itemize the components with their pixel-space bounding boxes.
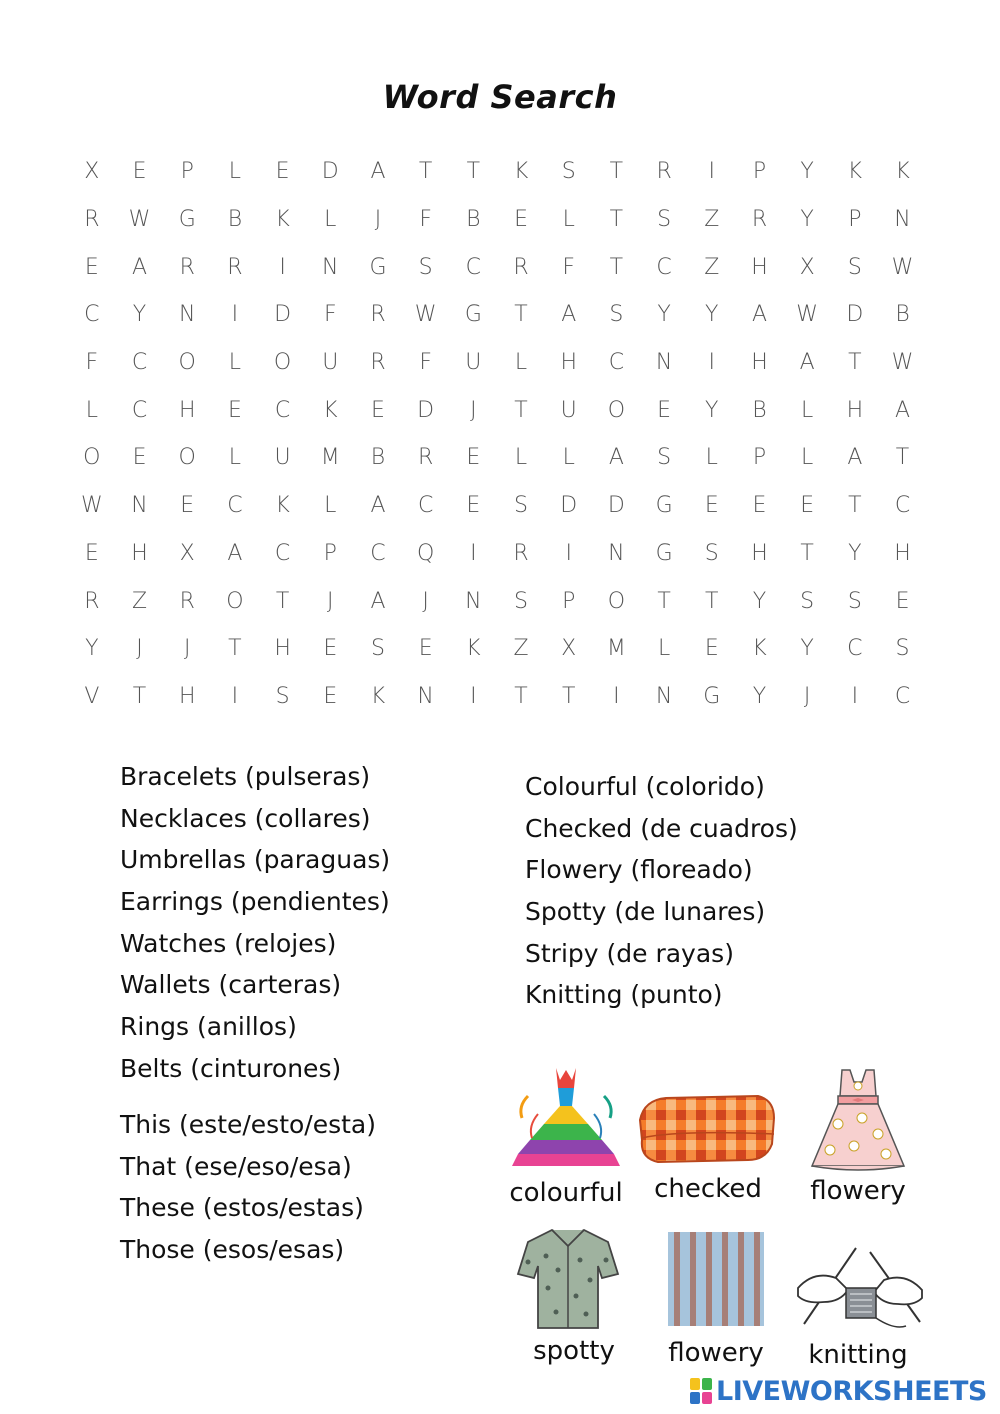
grid-cell[interactable]: C [84, 302, 100, 328]
grid-cell[interactable]: S [847, 588, 862, 614]
grid-cell[interactable]: S [609, 302, 624, 328]
grid-cell[interactable]: T [275, 588, 290, 614]
word-list-item: Belts (cinturones) [120, 1053, 342, 1083]
flowery-dress-icon [808, 1066, 908, 1174]
grid-cell[interactable]: C [465, 254, 482, 280]
grid-cell[interactable]: K [895, 159, 910, 185]
grid-cell[interactable]: R [84, 588, 100, 614]
knitting-hands-icon [794, 1244, 926, 1336]
grid-cell[interactable]: L [228, 159, 242, 185]
grid-cell[interactable]: Y [752, 588, 767, 614]
picture-label-flowery-2: flowery [668, 1338, 764, 1368]
grid-cell[interactable]: X [561, 636, 577, 662]
grid-cell[interactable]: E [418, 636, 433, 662]
grid-cell[interactable]: Y [85, 636, 99, 662]
grid-cell[interactable]: O [607, 397, 626, 423]
grid-cell[interactable]: E [323, 683, 338, 709]
grid-cell[interactable]: S [800, 588, 815, 614]
grid-cell[interactable]: O [226, 588, 244, 614]
grid-cell[interactable]: S [847, 254, 862, 280]
grid-cell[interactable]: O [83, 445, 101, 471]
grid-cell[interactable]: R [656, 159, 672, 185]
grid-cell[interactable]: G [655, 540, 673, 566]
grid-cell[interactable]: F [419, 207, 432, 233]
grid-cell[interactable]: S [370, 636, 385, 662]
grid-cell[interactable]: E [800, 493, 815, 519]
grid-cell[interactable]: Y [848, 540, 862, 566]
grid-cell[interactable]: R [179, 588, 195, 614]
grid-cell[interactable]: S [704, 540, 719, 566]
grid-cell[interactable]: U [274, 445, 291, 471]
grid-cell[interactable]: K [275, 493, 290, 519]
grid-cell[interactable]: L [228, 445, 242, 471]
grid-cell[interactable]: S [895, 636, 910, 662]
page-title: Word Search [382, 78, 618, 116]
pronoun-list-item: That (ese/eso/esa) [120, 1151, 352, 1181]
grid-cell[interactable]: J [327, 588, 334, 614]
grid-cell[interactable]: L [324, 493, 337, 519]
grid-cell[interactable]: E [466, 493, 481, 519]
grid-cell[interactable]: Y [705, 397, 719, 423]
grid-cell[interactable]: B [370, 445, 386, 471]
picture-label-flowery: flowery [810, 1176, 906, 1206]
grid-cell[interactable]: R [370, 302, 386, 328]
grid-cell[interactable]: J [183, 636, 191, 662]
grid-cell[interactable]: R [84, 207, 100, 233]
grid-cell[interactable]: E [895, 588, 910, 614]
grid-cell[interactable]: N [131, 493, 148, 519]
grid-cell[interactable]: Y [132, 302, 147, 328]
grid-cell[interactable]: P [752, 445, 767, 471]
grid-cell[interactable]: T [514, 397, 528, 423]
grid-cell[interactable]: E [323, 636, 338, 662]
grid-cell[interactable]: A [370, 159, 386, 185]
picture-label-checked: checked [654, 1174, 762, 1204]
grid-cell[interactable]: Y [657, 302, 671, 328]
grid-cell[interactable]: N [655, 350, 673, 376]
grid-cell[interactable]: I [231, 302, 239, 328]
grid-cell[interactable]: L [85, 397, 98, 423]
grid-cell[interactable]: K [466, 636, 481, 662]
grid-cell[interactable]: S [514, 588, 529, 614]
grid-cell[interactable]: E [371, 397, 385, 423]
grid-cell[interactable]: W [80, 493, 103, 519]
grid-cell[interactable]: G [703, 683, 721, 709]
grid-cell[interactable]: F [85, 350, 99, 376]
striped-fabric-icon [668, 1232, 764, 1326]
grid-cell[interactable]: C [131, 397, 148, 423]
grid-cell[interactable]: T [132, 683, 147, 709]
grid-cell[interactable]: L [705, 445, 718, 471]
grid-cell[interactable]: R [513, 540, 529, 566]
grid-cell[interactable]: Y [705, 302, 719, 328]
grid-cell[interactable]: D [417, 397, 435, 423]
grid-cell[interactable]: C [417, 493, 434, 519]
grid-cell[interactable]: P [180, 159, 194, 185]
grid-cell[interactable]: L [514, 350, 528, 376]
grid-cell[interactable]: G [369, 254, 387, 280]
grid-cell[interactable]: O [178, 350, 196, 376]
grid-cell[interactable]: C [656, 254, 672, 280]
grid-cell[interactable]: M [606, 636, 626, 662]
grid-cell[interactable]: R [227, 254, 243, 280]
grid-cell[interactable]: W [414, 302, 437, 328]
grid-cell[interactable]: I [708, 159, 716, 185]
grid-cell[interactable]: I [565, 540, 572, 566]
grid-cell[interactable]: I [231, 683, 239, 709]
grid-cell[interactable]: G [655, 493, 673, 519]
grid-cell[interactable]: H [178, 397, 196, 423]
grid-cell[interactable]: W [891, 350, 914, 376]
grid-cell[interactable]: O [178, 445, 196, 471]
grid-cell[interactable]: E [752, 493, 767, 519]
word-list-accessories [120, 756, 390, 1090]
word-list-item: Necklaces (collares) [120, 803, 371, 833]
pattern-list-item: Checked (de cuadros) [525, 813, 798, 843]
logo-badge-icon [690, 1378, 712, 1404]
colourful-dress-icon [508, 1066, 624, 1172]
grid-cell[interactable]: G [464, 302, 482, 328]
grid-cell[interactable]: P [752, 159, 767, 185]
checked-blanket-icon [636, 1090, 778, 1166]
grid-cell[interactable]: T [848, 493, 862, 519]
grid-cell[interactable]: G [178, 207, 196, 233]
grid-cell[interactable]: K [752, 636, 767, 662]
grid-cell[interactable]: S [275, 683, 290, 709]
grid-cell[interactable]: W [891, 254, 914, 280]
grid-cell[interactable]: D [274, 302, 292, 328]
grid-cell[interactable]: A [227, 540, 243, 566]
grid-cell[interactable]: Y [800, 207, 814, 233]
grid-cell[interactable]: V [84, 683, 100, 709]
picture-label-colourful: colourful [509, 1178, 623, 1208]
grid-cell[interactable]: C [847, 636, 863, 662]
grid-cell[interactable]: U [465, 350, 482, 376]
grid-cell[interactable]: K [370, 683, 386, 709]
word-list-item: Umbrellas (paraguas) [120, 845, 391, 875]
grid-cell[interactable]: J [422, 588, 429, 614]
grid-cell[interactable]: L [562, 445, 575, 471]
grid-cell[interactable]: J [470, 397, 477, 423]
grid-cell[interactable]: R [751, 207, 768, 233]
grid-cell[interactable]: I [470, 540, 477, 566]
grid-cell[interactable]: F [323, 302, 337, 328]
grid-cell[interactable]: E [132, 159, 147, 185]
grid-cell[interactable]: H [274, 636, 291, 662]
grid-cell[interactable]: A [895, 397, 911, 423]
grid-cell[interactable]: B [466, 207, 481, 233]
grid-cell[interactable]: Y [800, 636, 814, 662]
grid-cell[interactable]: R [370, 350, 386, 376]
grid-cell[interactable]: E [84, 540, 99, 566]
logo-text: LIVEWORKSHEETS [716, 1375, 987, 1407]
grid-cell[interactable]: F [562, 254, 576, 280]
pronoun-list-item: These (estos/estas) [120, 1193, 364, 1223]
grid-cell[interactable]: N [465, 588, 482, 614]
grid-cell[interactable]: C [131, 350, 148, 376]
grid-cell[interactable]: T [561, 683, 576, 709]
grid-cell[interactable]: O [273, 350, 292, 376]
grid-cell[interactable]: A [561, 302, 577, 328]
grid-cell[interactable]: A [847, 445, 863, 471]
grid-cell[interactable]: A [370, 588, 386, 614]
grid-cell[interactable]: T [848, 350, 862, 376]
word-list-item: Bracelets (pulseras) [120, 762, 371, 791]
grid-cell[interactable]: A [132, 254, 148, 280]
grid-cell[interactable]: H [131, 540, 148, 566]
grid-cell[interactable]: J [803, 683, 811, 709]
word-list-item: Watches (relojes) [120, 928, 337, 958]
liveworksheets-logo [690, 1375, 987, 1407]
grid-cell[interactable]: D [321, 159, 339, 185]
grid-cell[interactable]: R [418, 445, 434, 471]
grid-cell[interactable]: E [227, 397, 242, 423]
grid-cell[interactable]: E [84, 254, 99, 280]
word-list-patterns [525, 766, 798, 1016]
spotty-shirt-icon [516, 1226, 620, 1332]
grid-cell[interactable]: K [513, 159, 529, 185]
grid-cell[interactable]: N [894, 207, 911, 233]
pronoun-list-item: This (este/esto/esta) [120, 1110, 377, 1139]
grid-cell[interactable]: N [608, 540, 625, 566]
grid-cell[interactable]: L [562, 207, 575, 233]
grid-cell[interactable]: S [657, 207, 672, 233]
grid-cell[interactable]: T [800, 540, 814, 566]
grid-cell[interactable]: I [470, 683, 477, 709]
grid-cell[interactable]: T [609, 254, 624, 280]
grid-cell[interactable]: T [609, 207, 624, 233]
picture-label-knitting: knitting [808, 1340, 908, 1370]
grid-cell[interactable]: D [560, 493, 578, 519]
grid-cell[interactable]: T [895, 445, 910, 471]
grid-cell[interactable]: T [418, 159, 433, 185]
grid-cell[interactable]: E [657, 397, 672, 423]
grid-cell[interactable]: B [227, 207, 243, 233]
grid-cell[interactable]: Z [704, 254, 720, 280]
grid-cell[interactable]: T [228, 636, 242, 662]
grid-cell[interactable]: Q [416, 540, 435, 566]
grid-cell[interactable]: S [514, 493, 529, 519]
grid-cell[interactable]: L [801, 397, 814, 423]
grid-cell[interactable]: D [846, 302, 864, 328]
grid-cell[interactable]: H [178, 683, 196, 709]
grid-cell[interactable]: Z [513, 636, 529, 662]
grid-cell[interactable]: I [613, 683, 620, 709]
grid-cell[interactable]: H [751, 254, 768, 280]
grid-cell[interactable]: X [84, 159, 100, 185]
pronoun-list-item: Those (esos/esas) [120, 1235, 345, 1265]
grid-cell[interactable]: R [513, 254, 529, 280]
pattern-list-item: Knitting (punto) [525, 980, 723, 1010]
grid-cell[interactable]: O [607, 588, 626, 614]
grid-cell[interactable]: B [752, 397, 767, 423]
grid-cell[interactable]: Y [752, 683, 767, 709]
grid-cell[interactable]: N [655, 683, 673, 709]
grid-cell[interactable]: N [417, 683, 434, 709]
grid-cell[interactable]: W [796, 302, 819, 328]
grid-cell[interactable]: K [323, 397, 338, 423]
picture-label-spotty: spotty [533, 1336, 615, 1366]
grid-cell[interactable]: L [324, 207, 337, 233]
grid-cell[interactable]: A [608, 445, 624, 471]
word-list-item: Wallets (carteras) [120, 970, 342, 1000]
grid-cell[interactable]: X [799, 254, 815, 280]
grid-cell[interactable]: C [894, 493, 911, 519]
grid-cell[interactable]: L [228, 350, 242, 376]
grid-cell[interactable]: T [466, 159, 481, 185]
grid-cell[interactable]: A [799, 350, 815, 376]
grid-cell[interactable]: L [801, 445, 814, 471]
grid-cell[interactable]: A [751, 302, 767, 328]
word-list-pronouns [120, 1104, 376, 1271]
grid-cell[interactable]: U [560, 397, 577, 423]
grid-cell[interactable]: E [704, 493, 719, 519]
grid-cell[interactable]: S [418, 254, 433, 280]
word-search-grid[interactable] [68, 148, 928, 720]
grid-cell[interactable]: C [608, 350, 625, 376]
grid-cell[interactable]: E [466, 445, 481, 471]
grid-cell[interactable]: R [179, 254, 195, 280]
grid-cell[interactable]: T [657, 588, 671, 614]
grid-cell[interactable]: C [894, 683, 911, 709]
grid-cell[interactable]: M [320, 445, 340, 471]
grid-cell[interactable]: T [514, 683, 528, 709]
grid-cell[interactable]: C [274, 540, 291, 566]
pattern-list-item: Flowery (floreado) [525, 855, 753, 885]
grid-cell[interactable]: Z [131, 588, 148, 614]
grid-cell[interactable]: E [704, 636, 719, 662]
grid-cell[interactable]: S [561, 159, 576, 185]
grid-cell[interactable]: E [132, 445, 147, 471]
grid-cell[interactable]: J [374, 207, 382, 233]
grid-cell[interactable]: C [370, 540, 386, 566]
grid-cell[interactable]: Y [800, 159, 814, 185]
grid-cell[interactable]: I [708, 350, 716, 376]
pattern-list-item: Colourful (colorido) [525, 772, 765, 801]
grid-cell[interactable]: I [279, 254, 286, 280]
grid-cell[interactable]: B [895, 302, 910, 328]
grid-cell[interactable]: L [657, 636, 671, 662]
pattern-list-item: Spotty (de lunares) [525, 897, 766, 927]
grid-cell[interactable]: H [751, 350, 768, 376]
grid-cell[interactable]: W [128, 207, 151, 233]
grid-cell[interactable]: E [275, 159, 290, 185]
grid-cell[interactable]: H [894, 540, 911, 566]
grid-cell[interactable]: E [514, 207, 528, 233]
pattern-list-item: Stripy (de rayas) [525, 938, 734, 968]
grid-cell[interactable]: D [607, 493, 625, 519]
grid-cell[interactable]: C [274, 397, 291, 423]
grid-cell[interactable]: L [514, 445, 528, 471]
grid-cell[interactable]: P [848, 207, 862, 233]
grid-cell[interactable]: A [370, 493, 386, 519]
grid-cell[interactable]: T [514, 302, 528, 328]
grid-cell[interactable]: P [323, 540, 337, 566]
grid-cell[interactable]: C [227, 493, 243, 519]
grid-cell[interactable]: E [180, 493, 195, 519]
word-list-item: Earrings (pendientes) [120, 887, 390, 917]
grid-cell[interactable]: U [322, 350, 339, 376]
grid-cell[interactable]: H [751, 540, 768, 566]
grid-cell[interactable]: H [846, 397, 864, 423]
grid-cell[interactable]: S [657, 445, 672, 471]
word-list-item: Rings (anillos) [120, 1012, 297, 1042]
grid-cell[interactable]: T [705, 588, 719, 614]
grid-cell[interactable]: P [562, 588, 576, 614]
grid-cell[interactable]: K [847, 159, 863, 185]
grid-cell[interactable]: X [179, 540, 195, 566]
grid-cell[interactable]: F [419, 350, 432, 376]
grid-cell[interactable]: N [322, 254, 339, 280]
grid-cell[interactable]: H [560, 350, 577, 376]
grid-cell[interactable]: K [275, 207, 290, 233]
grid-cell[interactable]: I [851, 683, 859, 709]
grid-cell[interactable]: Z [704, 207, 720, 233]
grid-cell[interactable]: J [136, 636, 143, 662]
grid-cell[interactable]: N [178, 302, 196, 328]
grid-cell[interactable]: T [609, 159, 624, 185]
